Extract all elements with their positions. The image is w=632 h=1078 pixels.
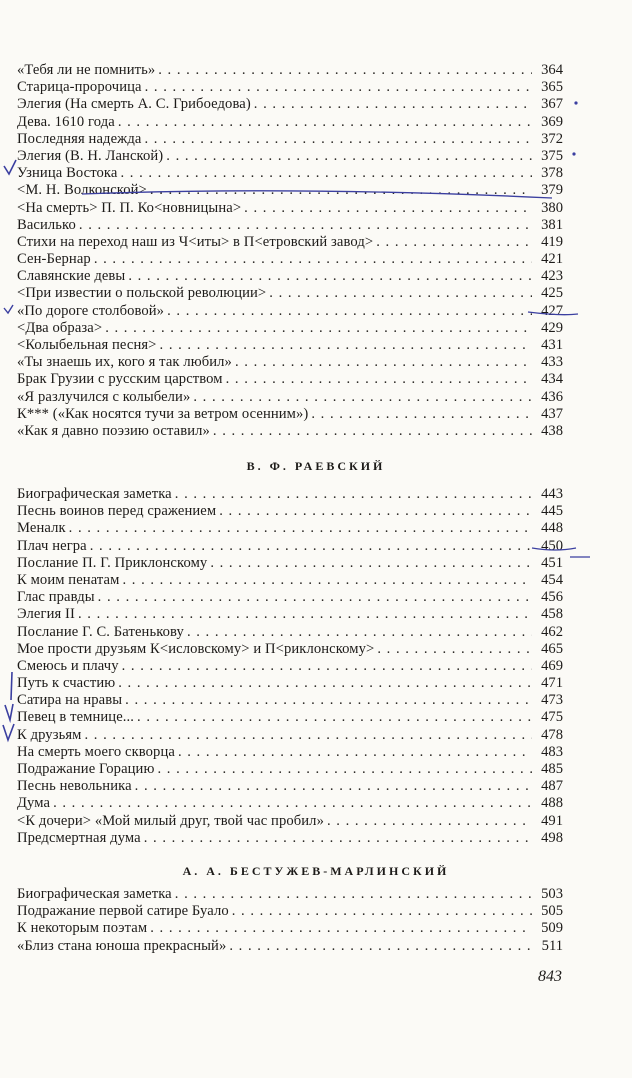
dot-leader — [235, 354, 532, 371]
entry-title: Подражание Горацию — [17, 761, 155, 777]
entry-title: Меналк — [17, 520, 66, 537]
toc-entry — [17, 320, 563, 337]
dot-leader — [53, 795, 532, 812]
entry-page-number: 433 — [541, 354, 563, 371]
entry-page-number: 438 — [541, 422, 563, 439]
entry-title: Элегия (На смерть А. С. Грибоедова) — [17, 96, 251, 113]
toc-entry — [17, 589, 563, 606]
entry-page-number: 427 — [541, 302, 563, 319]
entry-page-number: 509 — [541, 920, 563, 937]
entry-title: «Близ стана юноша прекрасный» — [17, 937, 227, 954]
entry-title: Узница Востока — [17, 165, 118, 182]
dot-leader — [229, 938, 532, 955]
entry-page-number: 505 — [541, 903, 563, 920]
entry-page-number: 511 — [541, 937, 563, 954]
page-number: 843 — [538, 968, 562, 985]
dot-leader — [78, 606, 532, 623]
entry-title: <На смерть> П. П. Ко<новницына> — [17, 199, 242, 216]
entry-title: Сатира на нравы — [17, 692, 123, 709]
dot-leader — [376, 234, 532, 251]
entry-title: <Два образа> — [17, 319, 103, 336]
toc-entry — [17, 658, 563, 675]
entry-page-number: 364 — [541, 62, 563, 78]
entry-title: «Как я давно поэзию оставил» — [17, 422, 210, 439]
dot-leader — [135, 778, 532, 795]
dot-leader — [232, 903, 532, 920]
dot-leader — [178, 744, 532, 761]
entry-page-number: 454 — [541, 571, 563, 588]
entry-title: Василько — [17, 216, 76, 233]
dot-leader — [269, 285, 532, 302]
toc-entry — [17, 886, 563, 903]
entry-page-number: 475 — [541, 709, 563, 726]
toc-entry — [17, 903, 563, 920]
entry-title: Брак Грузии с русским царством — [17, 371, 223, 388]
entry-title: Певец в темнице... — [17, 709, 135, 726]
entry-page-number: 372 — [541, 130, 563, 147]
toc-section-bestuzhev — [17, 886, 563, 955]
dot-leader — [175, 486, 532, 503]
toc-entry — [17, 423, 563, 440]
dot-leader — [118, 114, 532, 131]
dot-leader — [175, 886, 532, 903]
entry-page-number: 471 — [541, 675, 563, 692]
entry-title: Дева. 1610 года — [17, 113, 115, 130]
toc-entry — [17, 200, 563, 217]
toc-entry — [17, 354, 563, 371]
toc-entry — [17, 938, 563, 955]
dot-leader — [157, 761, 532, 778]
entry-page-number: 365 — [541, 79, 563, 96]
entry-title: Послание Г. С. Батенькову — [17, 623, 184, 640]
entry-title: <М. Н. Волконской> — [17, 182, 147, 199]
entry-page-number: 478 — [541, 726, 563, 743]
entry-page-number: 458 — [541, 606, 563, 623]
toc-entry — [17, 182, 563, 199]
dot-leader — [144, 131, 532, 148]
toc-entry — [17, 285, 563, 302]
toc-entries — [17, 886, 563, 955]
toc-entry — [17, 555, 563, 572]
entry-page-number: 437 — [541, 405, 563, 422]
dot-leader — [125, 692, 532, 709]
entry-page-number: 473 — [541, 692, 563, 709]
toc-entry — [17, 131, 563, 148]
entry-page-number: 448 — [541, 520, 563, 537]
entry-title: Элегия (В. Н. Ланской) — [17, 147, 164, 164]
entry-title: Старица-пророчица — [17, 79, 142, 96]
toc-entry — [17, 572, 563, 589]
toc-entry — [17, 486, 563, 503]
dot-leader — [219, 503, 532, 520]
dot-leader — [150, 920, 532, 937]
dot-leader — [118, 675, 532, 692]
toc-entry — [17, 337, 563, 354]
entry-page-number: 369 — [541, 113, 563, 130]
toc-entry — [17, 234, 563, 251]
dot-leader — [160, 337, 532, 354]
toc-entry — [17, 692, 563, 709]
dot-leader — [145, 79, 532, 96]
entry-title: Биографическая заметка — [17, 486, 172, 502]
entry-page-number: 445 — [541, 503, 563, 520]
entry-title: К моим пенатам — [17, 571, 120, 588]
entry-title: На смерть моего скворца — [17, 743, 175, 760]
entry-title: Путь к счастию — [17, 675, 116, 692]
toc-section-raevsky — [17, 486, 563, 847]
entry-title: <Колыбельная песня> — [17, 337, 157, 353]
dot-leader — [187, 624, 532, 641]
entry-page-number: 465 — [541, 640, 563, 657]
entry-title: Смеюсь и плачу — [17, 657, 119, 674]
dot-leader — [244, 200, 532, 217]
entry-title: Элегия II — [17, 606, 75, 623]
dot-leader — [84, 727, 532, 744]
toc-entry — [17, 251, 563, 268]
toc-entry — [17, 920, 563, 937]
entry-page-number: 378 — [541, 165, 563, 182]
entry-page-number: 429 — [541, 319, 563, 336]
dot-leader — [120, 165, 532, 182]
entry-page-number: 431 — [541, 337, 563, 353]
entry-title: Дума — [17, 795, 51, 812]
entry-title: Последняя надежда — [17, 130, 142, 147]
entry-title: Биографическая заметка — [17, 886, 172, 902]
author-heading-raevsky: В. Ф. РАЕВСКИЙ — [246, 459, 386, 473]
entry-page-number: 451 — [541, 554, 563, 571]
entry-page-number: 450 — [541, 537, 563, 554]
dot-leader — [193, 389, 532, 406]
entry-page-number: 498 — [541, 829, 563, 846]
entry-page-number: 379 — [541, 182, 563, 199]
entry-page-number: 436 — [541, 388, 563, 405]
entry-title: <При известии о польской революции> — [17, 285, 267, 302]
toc-entry — [17, 62, 563, 79]
dot-leader — [158, 62, 532, 79]
entry-title: Песнь воинов перед сражением — [17, 503, 217, 520]
dot-leader — [94, 251, 532, 268]
dot-leader — [226, 371, 532, 388]
entry-title: Глас правды — [17, 589, 95, 606]
toc-entry — [17, 148, 563, 165]
entry-title: Славянские девы — [17, 268, 126, 285]
toc-entries — [17, 62, 563, 440]
toc-entry — [17, 795, 563, 812]
entry-page-number: 375 — [541, 147, 563, 164]
entry-page-number: 485 — [541, 761, 563, 777]
toc-entry — [17, 268, 563, 285]
dot-leader — [311, 406, 532, 423]
entry-page-number: 491 — [541, 812, 563, 829]
toc-entry — [17, 389, 563, 406]
entry-page-number: 456 — [541, 589, 563, 606]
entry-title: «Я разлучился с колыбели» — [17, 388, 191, 405]
dot-leader — [167, 303, 532, 320]
entry-page-number: 380 — [541, 199, 563, 216]
toc-entries — [17, 486, 563, 847]
dot-leader — [128, 268, 532, 285]
toc-entry — [17, 641, 563, 658]
dot-leader — [105, 320, 532, 337]
toc-entry — [17, 778, 563, 795]
toc-entry — [17, 371, 563, 388]
dot-leader — [150, 182, 532, 199]
dot-leader — [377, 641, 532, 658]
entry-title: «Ты знаешь их, кого я так любил» — [17, 354, 232, 371]
dot-leader — [254, 96, 532, 113]
entry-page-number: 425 — [541, 285, 563, 302]
entry-title: Песнь невольника — [17, 778, 132, 795]
toc-entry — [17, 830, 563, 847]
dot-leader — [210, 555, 532, 572]
toc-entry — [17, 744, 563, 761]
toc-entry — [17, 538, 563, 555]
dot-leader — [79, 217, 532, 234]
toc-entry — [17, 675, 563, 692]
entry-page-number: 469 — [541, 657, 563, 674]
dot-leader — [69, 520, 532, 537]
entry-title: «По дороге столбовой» — [17, 302, 165, 319]
dot-leader — [327, 813, 532, 830]
entry-title: К*** («Как носятся тучи за ветром осенним») — [17, 405, 309, 422]
entry-page-number: 483 — [541, 743, 563, 760]
entry-page-number: 443 — [541, 486, 563, 502]
dot-leader — [166, 148, 532, 165]
toc-entry — [17, 727, 563, 744]
toc-entry — [17, 503, 563, 520]
toc-entry — [17, 624, 563, 641]
entry-title: Стихи на переход наш из Ч<иты> в П<етровский завод> — [17, 233, 374, 250]
dot-leader — [213, 423, 532, 440]
entry-title: Плач негра — [17, 537, 87, 554]
toc-entry — [17, 96, 563, 113]
dot-leader — [137, 709, 532, 726]
dot-leader — [122, 658, 532, 675]
entry-page-number: 367 — [541, 96, 563, 113]
entry-title: Мое прости друзьям К<исловскому> и П<риклонскому> — [17, 640, 375, 657]
entry-page-number: 434 — [541, 371, 563, 388]
toc-entry — [17, 520, 563, 537]
entry-page-number: 421 — [541, 251, 563, 268]
dot-leader — [144, 830, 532, 847]
entry-page-number: 488 — [541, 795, 563, 812]
entry-title: Подражание первой сатире Буало — [17, 903, 229, 920]
toc-entry — [17, 217, 563, 234]
toc-entry — [17, 165, 563, 182]
entry-page-number: 462 — [541, 623, 563, 640]
dot-leader — [98, 589, 532, 606]
entry-title: Послание П. Г. Приклонскому — [17, 554, 208, 571]
entry-title: К друзьям — [17, 726, 82, 743]
entry-page-number: 423 — [541, 268, 563, 285]
entry-title: Сен-Бернар — [17, 251, 91, 268]
toc-entry — [17, 79, 563, 96]
toc-entry — [17, 303, 563, 320]
toc-entry — [17, 114, 563, 131]
entry-page-number: 419 — [541, 233, 563, 250]
entry-page-number: 487 — [541, 778, 563, 795]
toc-entry — [17, 709, 563, 726]
toc-entry — [17, 761, 563, 778]
entry-title: «Тебя ли не помнить» — [17, 62, 156, 78]
entry-page-number: 503 — [541, 886, 563, 902]
dot-leader — [90, 538, 532, 555]
toc-section-continued — [17, 62, 563, 440]
toc-entry — [17, 406, 563, 423]
entry-page-number: 381 — [541, 216, 563, 233]
dot-leader — [122, 572, 532, 589]
entry-title: <К дочери> «Мой милый друг, твой час пробил» — [17, 812, 324, 829]
entry-title: Предсмертная дума — [17, 829, 141, 846]
author-heading-bestuzhev: А. А. БЕСТУЖЕВ-МАРЛИНСКИЙ — [182, 864, 450, 878]
toc-entry — [17, 813, 563, 830]
toc-entry — [17, 606, 563, 623]
entry-title: К некоторым поэтам — [17, 920, 148, 937]
